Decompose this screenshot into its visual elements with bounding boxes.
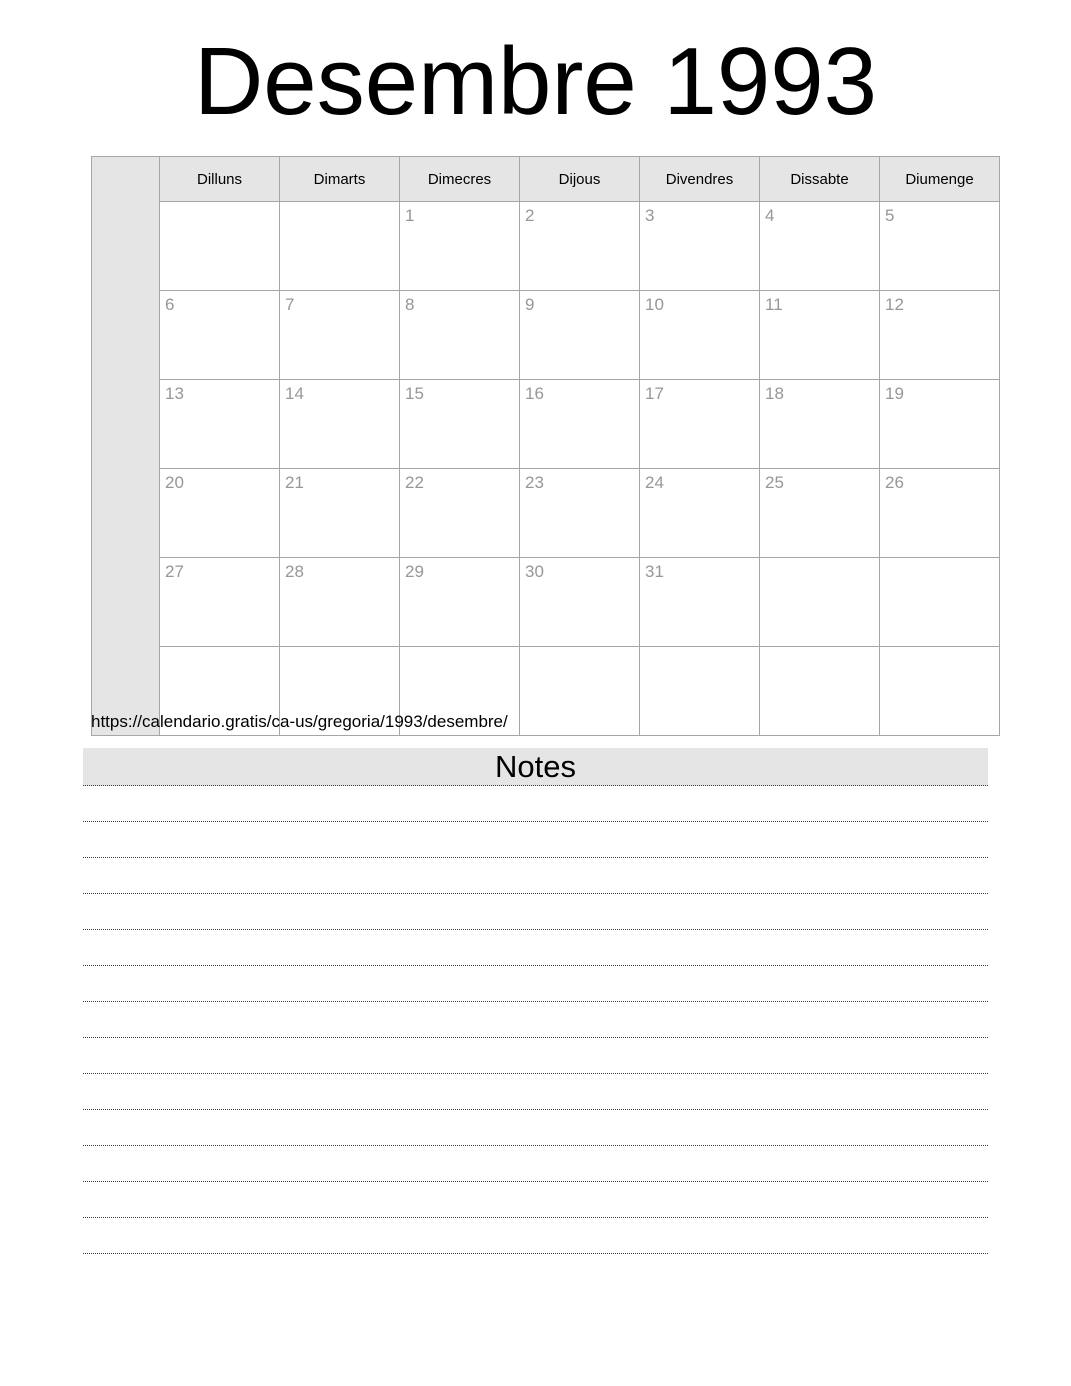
source-url: https://calendario.gratis/ca-us/gregoria/1993/desembre/ [91,712,508,731]
day-cell: 12 [880,291,1000,380]
weekday-header: Diumenge [880,157,1000,202]
day-cell: 17 [640,380,760,469]
note-line [83,1218,988,1254]
day-cell: 16 [520,380,640,469]
notes-section [83,748,988,1254]
note-line [83,1110,988,1146]
empty-day-cell [640,647,760,736]
day-cell: 11 [760,291,880,380]
empty-day-cell [520,647,640,736]
day-cell: 28 [280,558,400,647]
note-line [83,894,988,930]
day-cell: 14 [280,380,400,469]
day-cell: 24 [640,469,760,558]
note-line [83,786,988,822]
notes-ruled-area [83,786,988,1254]
notes-title: Notes [495,749,576,784]
day-cell: 7 [280,291,400,380]
day-cell: 29 [400,558,520,647]
day-cell: 10 [640,291,760,380]
note-line [83,1146,988,1182]
empty-day-cell [880,558,1000,647]
day-cell: 21 [280,469,400,558]
day-cell: 6 [160,291,280,380]
weekday-header: Dissabte [760,157,880,202]
day-cell: 5 [880,202,1000,291]
note-line [83,930,988,966]
empty-day-cell [760,647,880,736]
day-cell: 20 [160,469,280,558]
empty-day-cell [880,647,1000,736]
weekday-header: Dijous [520,157,640,202]
calendar-title: Desembre 1993 [193,28,878,135]
empty-day-cell [280,202,400,291]
day-cell: 8 [400,291,520,380]
note-line [83,1038,988,1074]
weekday-header: Dilluns [160,157,280,202]
day-cell: 26 [880,469,1000,558]
day-cell: 31 [640,558,760,647]
day-cell: 23 [520,469,640,558]
note-line [83,1182,988,1218]
week-row [92,380,1000,469]
day-cell: 1 [400,202,520,291]
empty-day-cell [760,558,880,647]
week-row [92,558,1000,647]
day-cell: 9 [520,291,640,380]
week-row [92,291,1000,380]
week-gutter-column [92,157,160,736]
note-line [83,822,988,858]
note-line [83,966,988,1002]
day-cell: 18 [760,380,880,469]
note-line [83,858,988,894]
day-cell: 2 [520,202,640,291]
note-line [83,1074,988,1110]
day-cell: 15 [400,380,520,469]
day-cell: 25 [760,469,880,558]
day-cell: 30 [520,558,640,647]
weekday-header: Dimecres [400,157,520,202]
day-cell: 27 [160,558,280,647]
day-cell: 3 [640,202,760,291]
day-cell: 13 [160,380,280,469]
notes-header [83,748,988,786]
empty-day-cell [160,202,280,291]
weekday-header: Dimarts [280,157,400,202]
day-cell: 4 [760,202,880,291]
weekday-header: Divendres [640,157,760,202]
week-row [92,202,1000,291]
note-line [83,1002,988,1038]
week-row [92,469,1000,558]
month-calendar [91,156,1000,736]
day-cell: 22 [400,469,520,558]
day-cell: 19 [880,380,1000,469]
